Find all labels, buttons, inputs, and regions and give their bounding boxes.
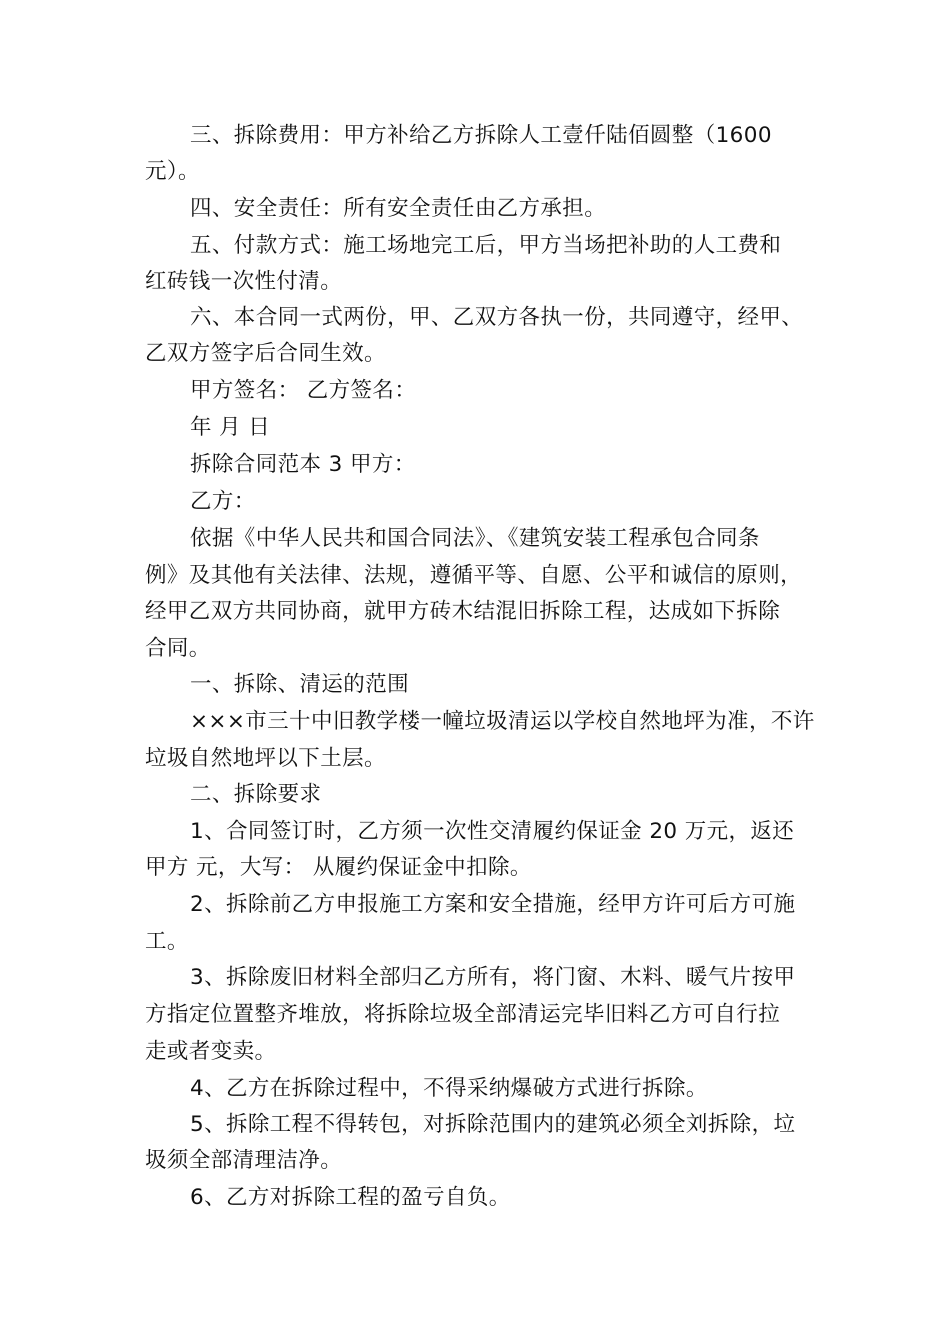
paragraph-fee-line-1: 三、拆除费用：甲方补给乙方拆除人工壹仟陆佰圆整（1600: [190, 123, 772, 148]
section-1-text-line-1: ×××市三十中旧教学楼一幢垃圾清运以学校自然地坪为准，不许: [190, 709, 815, 734]
paragraph-payment-line-1: 五、付款方式：施工场地完工后，甲方当场把补助的人工费和: [190, 233, 782, 258]
item-3-line-3: 走或者变卖。: [145, 1039, 277, 1064]
paragraph-basis-line-3: 经甲乙双方共同协商，就甲方砖木结混旧拆除工程，达成如下拆除: [145, 599, 781, 624]
section-2-heading: 二、拆除要求: [190, 782, 322, 807]
paragraph-basis-line-2: 例》及其他有关法律、法规，遵循平等、自愿、公平和诚信的原则，: [145, 563, 803, 588]
item-5-line-1: 5、拆除工程不得转包，对拆除范围内的建筑必须全刘拆除，垃: [190, 1112, 796, 1137]
party-b-line: 乙方：: [190, 489, 256, 514]
item-1-line-1: 1、合同签订时，乙方须一次性交清履约保证金 20 万元，返还: [190, 819, 795, 844]
paragraph-fee-line-2: 元）。: [145, 159, 200, 184]
item-1-line-2: 甲方 元，大写： 从履约保证金中扣除。: [145, 855, 532, 880]
item-3-line-1: 3、拆除废旧材料全部归乙方所有，将门窗、木料、暖气片按甲: [190, 965, 796, 990]
paragraph-basis-line-1: 依据《中华人民共和国合同法》、《建筑安装工程承包合同条: [190, 526, 760, 551]
contract-3-header: 拆除合同范本 3 甲方：: [190, 452, 416, 477]
paragraph-copies-line-1: 六、本合同一式两份，甲、乙双方各执一份，共同遵守，经甲、: [190, 305, 804, 330]
item-3-line-2: 方指定位置整齐堆放，将拆除垃圾全部清运完毕旧料乙方可自行拉: [145, 1002, 781, 1027]
item-4: 4、乙方在拆除过程中，不得采纳爆破方式进行拆除。: [190, 1076, 708, 1101]
signature-line: 甲方签名： 乙方签名：: [190, 378, 417, 403]
item-2-line-1: 2、拆除前乙方申报施工方案和安全措施，经甲方许可后方可施: [190, 892, 796, 917]
section-1-text-line-2: 垃圾自然地坪以下土层。: [145, 746, 386, 771]
item-5-line-2: 圾须全部清理洁净。: [145, 1148, 343, 1173]
section-1-heading: 一、拆除、清运的范围: [190, 672, 410, 697]
paragraph-copies-line-2: 乙双方签字后合同生效。: [145, 341, 386, 366]
item-6: 6、乙方对拆除工程的盈亏自负。: [190, 1185, 511, 1210]
paragraph-payment-line-2: 红砖钱一次性付清。: [145, 269, 343, 294]
paragraph-basis-line-4: 合同。: [145, 636, 211, 661]
item-2-line-2: 工。: [145, 929, 189, 954]
date-line: 年 月 日: [190, 415, 271, 440]
paragraph-safety: 四、安全责任：所有安全责任由乙方承担。: [190, 196, 607, 221]
